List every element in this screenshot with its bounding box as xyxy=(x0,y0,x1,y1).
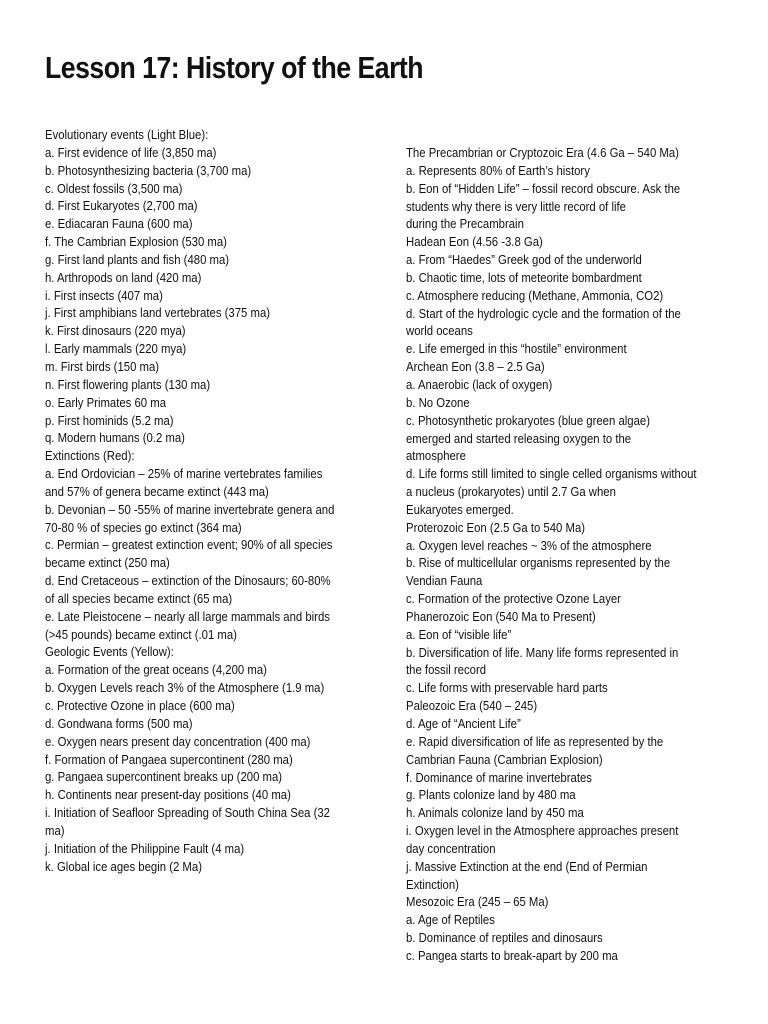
left-column-line: g. First land plants and fish (480 ma) xyxy=(45,251,230,267)
right-column-line: Vendian Fauna xyxy=(406,573,483,589)
right-column-line: c. Atmosphere reducing (Methane, Ammonia, CO2) xyxy=(406,287,664,303)
right-column-line: atmosphere xyxy=(406,448,466,464)
left-column-line: m. First birds (150 ma) xyxy=(45,358,160,374)
left-column-line: a. First evidence of life (3,850 ma) xyxy=(45,144,217,160)
right-column-line: c. Photosynthetic prokaryotes (blue green algae) xyxy=(406,412,650,428)
right-column-line: a. Represents 80% of Earth’s history xyxy=(406,162,590,178)
right-column-line: emerged and started releasing oxygen to the xyxy=(406,430,632,446)
left-column-line: k. Global ice ages begin (2 Ma) xyxy=(45,858,202,874)
right-column-line: b. Rise of multicellular organisms represented by the xyxy=(406,555,671,571)
left-column-line: Extinctions (Red): xyxy=(45,448,135,464)
right-column-line: Mesozoic Era (245 – 65 Ma) xyxy=(406,894,549,910)
left-column-line: d. End Cretaceous – extinction of the Dinosaurs; 60-80% xyxy=(45,573,331,589)
left-column-line: c. Protective Ozone in place (600 ma) xyxy=(45,698,235,713)
right-column-line: the fossil record xyxy=(406,662,487,678)
left-column-line: c. Permian – greatest extinction event; 90% of all species xyxy=(45,537,333,553)
right-column-line: c. Life forms with preservable hard parts xyxy=(406,680,608,696)
left-column-line: c. Oldest fossils (3,500 ma) xyxy=(45,180,183,196)
right-column-line: The Precambrian or Cryptozoic Era (4.6 Ga – 540 Ma) xyxy=(406,145,679,160)
left-column-line: g. Pangaea supercontinent breaks up (200 ma) xyxy=(45,769,283,785)
right-column-line: f. Dominance of marine invertebrates xyxy=(406,769,592,785)
left-column-line: b. Photosynthesizing bacteria (3,700 ma) xyxy=(45,162,252,178)
left-column-line: ma) xyxy=(45,822,65,838)
right-column-line: c. Formation of the protective Ozone Layer xyxy=(406,591,621,607)
right-column-line: e. Rapid diversification of life as represented by the xyxy=(406,733,664,749)
left-column-line: b. Oxygen Levels reach 3% of the Atmosphere (1.9 ma) xyxy=(45,680,325,696)
left-column-line: f. The Cambrian Explosion (530 ma) xyxy=(45,234,227,250)
right-column-line: Hadean Eon (4.56 -3.8 Ga) xyxy=(406,234,543,250)
left-column-line: Evolutionary events (Light Blue): xyxy=(45,127,209,142)
right-column-line: b. No Ozone xyxy=(406,394,470,410)
left-column xyxy=(45,126,367,875)
right-column-line: a. Age of Reptiles xyxy=(406,912,495,928)
right-column-line: d. Life forms still limited to single celled organisms without xyxy=(406,466,697,482)
right-column-line: i. Oxygen level in the Atmosphere approaches present xyxy=(406,823,679,839)
left-column-line: (>45 pounds) became extinct (.01 ma) xyxy=(45,626,237,642)
left-column-line: b. Devonian – 50 -55% of marine invertebrate genera and xyxy=(45,501,335,517)
left-column-line: d. First Eukaryotes (2,700 ma) xyxy=(45,198,198,214)
left-column-line: i. First insects (407 ma) xyxy=(45,287,163,303)
right-column-line: b. Dominance of reptiles and dinosaurs xyxy=(406,930,603,946)
page-title: Lesson 17: History of the Earth xyxy=(45,50,424,85)
left-column-line: j. Initiation of the Philippine Fault (4 ma) xyxy=(45,840,245,856)
left-column-line: a. End Ordovician – 25% of marine vertebrates families xyxy=(45,466,323,482)
right-column-line: day concentration xyxy=(406,840,496,856)
right-column-line: Extinction) xyxy=(406,876,459,892)
right-column-line: a. Anaerobic (lack of oxygen) xyxy=(406,376,553,392)
left-column-line: e. Oxygen nears present day concentration (400 ma) xyxy=(45,733,311,749)
left-column-line: d. Gondwana forms (500 ma) xyxy=(45,715,193,731)
right-column-line: Proterozoic Eon (2.5 Ga to 540 Ma) xyxy=(406,519,586,535)
left-column-line: h. Continents near present-day positions (40 ma) xyxy=(45,787,291,803)
right-column-line: world oceans xyxy=(406,323,473,339)
right-column-line: students why there is very little record of life xyxy=(406,198,626,214)
right-column-line: h. Animals colonize land by 450 ma xyxy=(406,805,584,821)
right-column-line: during the Precambrain xyxy=(406,216,524,232)
left-column-line: k. First dinosaurs (220 mya) xyxy=(45,323,186,339)
left-column-line: f. Formation of Pangaea supercontinent (280 ma) xyxy=(45,751,293,767)
right-column-line: a. Eon of “visible life” xyxy=(406,626,512,642)
left-column-line: j. First amphibians land vertebrates (375 ma) xyxy=(45,305,271,321)
right-column-line: b. Chaotic time, lots of meteorite bombardment xyxy=(406,269,642,285)
left-column-line: e. Ediacaran Fauna (600 ma) xyxy=(45,216,193,232)
left-column-line: o. Early Primates 60 ma xyxy=(45,394,167,410)
left-column-line: a. Formation of the great oceans (4,200 ma) xyxy=(45,662,267,678)
right-column-line: b. Diversification of life. Many life forms represented in xyxy=(406,644,679,660)
left-column-line: p. First hominids (5.2 ma) xyxy=(45,412,174,428)
right-column-line: Eukaryotes emerged. xyxy=(406,501,514,517)
right-column-line: c. Pangea starts to break-apart by 200 ma xyxy=(406,947,618,963)
right-column-line: e. Life emerged in this “hostile” environment xyxy=(406,341,627,357)
left-column-line: of all species became extinct (65 ma) xyxy=(45,590,233,606)
left-column-line: h. Arthropods on land (420 ma) xyxy=(45,269,202,285)
right-column-line: j. Massive Extinction at the end (End of Permian xyxy=(406,858,648,874)
left-column-line: q. Modern humans (0.2 ma) xyxy=(45,430,185,446)
right-column-line: Paleozoic Era (540 – 245) xyxy=(406,698,538,714)
left-column-line: e. Late Pleistocene – nearly all large mammals and birds xyxy=(45,608,330,624)
right-column-line: a. From “Haedes” Greek god of the underworld xyxy=(406,252,642,268)
left-column-line: and 57% of genera became extinct (443 ma) xyxy=(45,483,269,499)
left-column-line: i. Initiation of Seafloor Spreading of South China Sea (32 xyxy=(45,805,330,821)
right-column xyxy=(406,144,724,965)
right-column-line: a nucleus (prokaryotes) until 2.7 Ga when xyxy=(406,484,616,500)
left-column-line: Geologic Events (Yellow): xyxy=(45,644,174,660)
right-column-line: d. Age of “Ancient Life” xyxy=(406,716,521,731)
left-column-line: became extinct (250 ma) xyxy=(45,555,170,571)
right-column-line: d. Start of the hydrologic cycle and the formation of the xyxy=(406,305,681,321)
left-column-line: n. First flowering plants (130 ma) xyxy=(45,376,211,392)
right-column-line: Phanerozoic Eon (540 Ma to Present) xyxy=(406,608,596,624)
left-column-line: 70-80 % of species go extinct (364 ma) xyxy=(45,519,242,535)
right-column-line: a. Oxygen level reaches ~ 3% of the atmosphere xyxy=(406,537,652,553)
right-column-line: g. Plants colonize land by 480 ma xyxy=(406,787,576,803)
left-column-line: l. Early mammals (220 mya) xyxy=(45,341,187,357)
right-column-line: Cambrian Fauna (Cambrian Explosion) xyxy=(406,751,603,767)
right-column-line: Archean Eon (3.8 – 2.5 Ga) xyxy=(406,359,545,375)
right-column-line: b. Eon of “Hidden Life” – fossil record obscure. Ask the xyxy=(406,180,681,196)
